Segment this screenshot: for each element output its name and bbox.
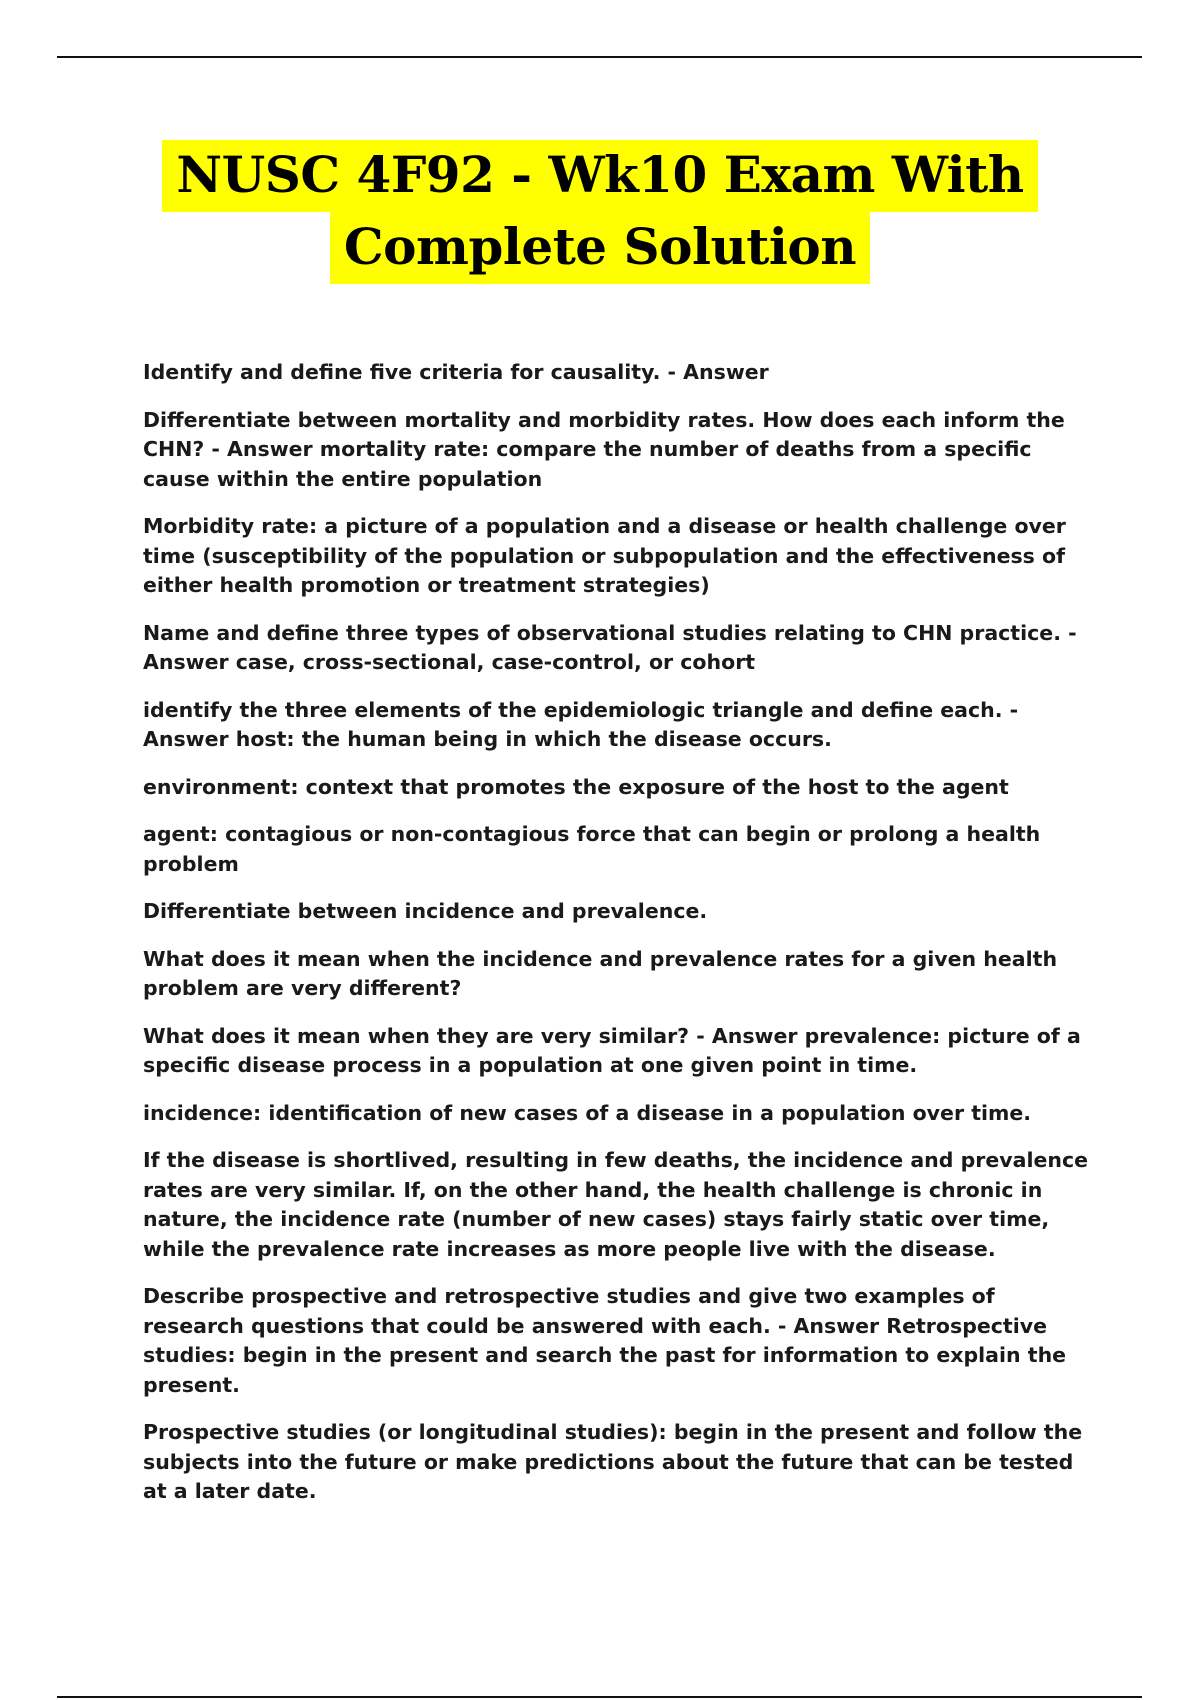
paragraph: Morbidity rate: a picture of a population and a disease or health challenge over time (susceptibility of the population or subpopulation and the effectiveness of either health promotion or treatment strategies) (143, 514, 1066, 597)
paragraph: Name and define three types of observational studies relating to CHN practice. - Answer case, cross-sectional, case-control, or cohort (143, 620, 1077, 674)
paragraph: If the disease is shortlived, resulting in few deaths, the incidence and prevalence rates are very similar. If, on the other hand, the health challenge is chronic in nature, the incidence rate (number of new cases) stays fairly static over time, while the prevalence rate increases as more people live with the disease. (143, 1148, 1089, 1261)
paragraph: Differentiate between mortality and morbidity rates. How does each inform the CHN? - Answer mortality rate: compare the number of deaths from a specific cause within the entire population (143, 407, 1065, 491)
title-line-1: NUSC 4F92 - Wk10 Exam With (162, 140, 1037, 212)
paragraph: identify the three elements of the epidemiologic triangle and define each. - Answer host: the human being in which the disease occurs. (143, 697, 1019, 751)
paragraph: incidence: identification of new cases of a disease in a population over time. (143, 1100, 1032, 1125)
paragraph: What does it mean when the incidence and prevalence rates for a given health problem are very different? (143, 946, 1058, 1000)
paragraph: What does it mean when they are very similar? - Answer prevalence: picture of a specific disease process in a population at one given point in time. (143, 1023, 1081, 1077)
bottom-rule (57, 1696, 1142, 1698)
paragraph: Prospective studies (or longitudinal studies): begin in the present and follow the subjects into the future or make predictions about the future that can be tested at a later date. (143, 1420, 1083, 1503)
paragraph: agent: contagious or non-contagious force that can begin or prolong a health problem (143, 822, 1041, 876)
top-rule (57, 56, 1142, 58)
document-body (143, 358, 1098, 1525)
paragraph: environment: context that promotes the exposure of the host to the agent (143, 774, 1009, 799)
title-line-2: Complete Solution (330, 212, 870, 284)
document-title (0, 140, 1200, 284)
paragraph: Describe prospective and retrospective studies and give two examples of research questions that could be answered with each. - Answer Retrospective studies: begin in the present and search the past for information to explain the present. (143, 1284, 1067, 1397)
paragraph: Differentiate between incidence and prevalence. (143, 899, 708, 923)
paragraph: Identify and define five criteria for causality. - Answer (143, 360, 769, 384)
